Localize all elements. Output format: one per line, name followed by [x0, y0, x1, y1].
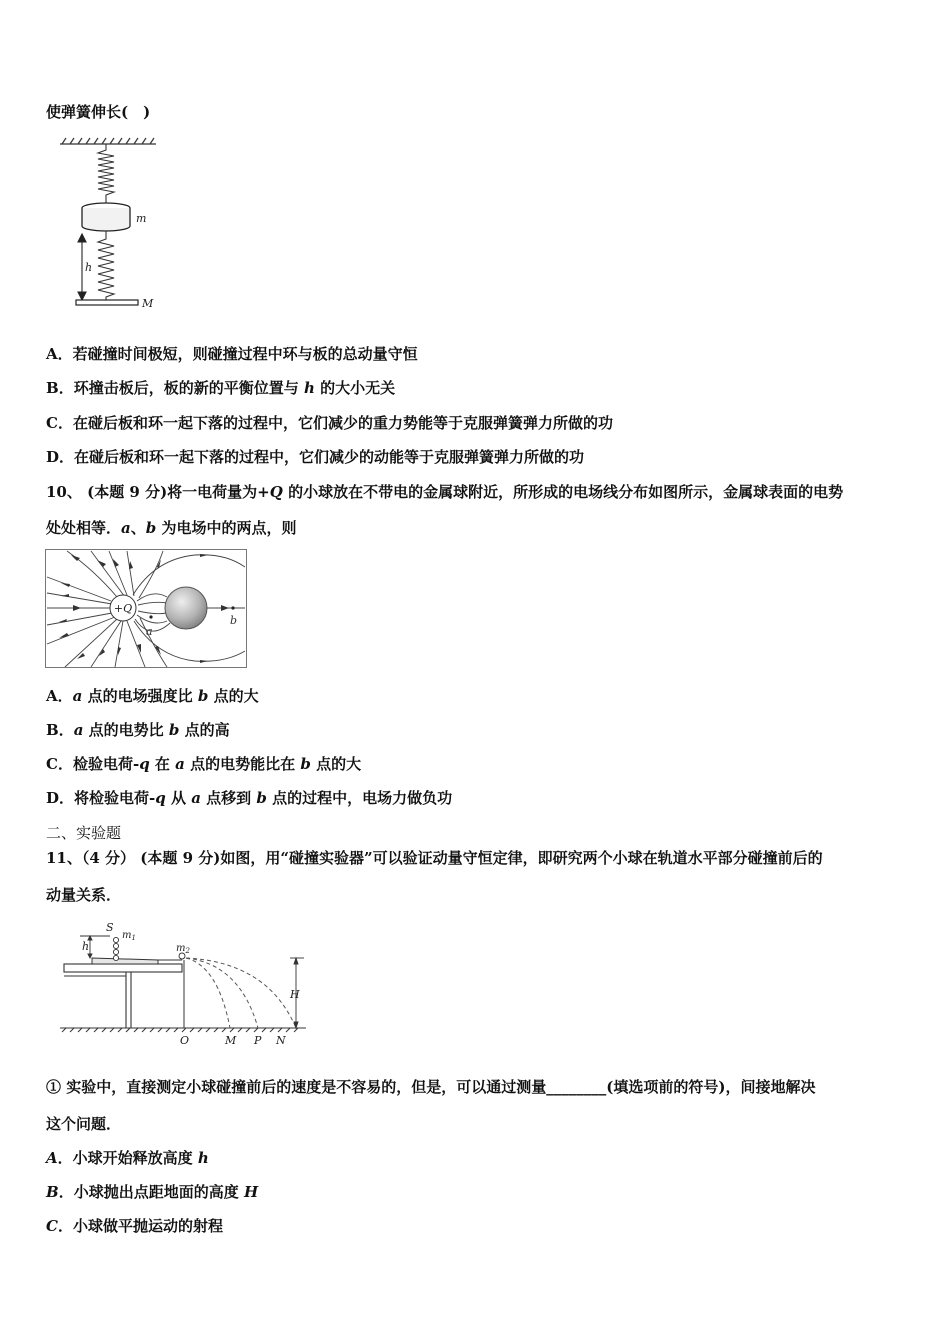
answer-blank[interactable]: ________ [546, 1078, 607, 1096]
upper-spring [98, 144, 114, 204]
metal-sphere [165, 587, 207, 629]
H-label: H [290, 988, 300, 1001]
M-label: M [225, 1034, 237, 1047]
point-a-dot [149, 615, 152, 618]
point-a-label: a [146, 625, 153, 638]
trajectories [186, 958, 296, 1028]
q10-stem-line1: 10、 (本题 9 分)将一电荷量为+Q 的小球放在不带电的金属球附近，所形成的电场线分布如图所示，金属球表面的电势 [46, 483, 844, 501]
spring-ring-plate-figure [52, 136, 172, 318]
collision-experiment-figure [58, 918, 308, 1054]
question-stem-continuation: 使弹簧伸长( ) [46, 103, 151, 121]
q10-option-a[interactable]: A．a 点的电场强度比 b 点的大 [46, 687, 259, 705]
plate-mass-label: M [142, 297, 154, 310]
q11-sub1-line1: ① 实验中，直接测定小球碰撞前后的速度是不容易的，但是，可以通过测量________(填选项前的符号)，间接地解决 [46, 1078, 816, 1096]
q11-option-a[interactable]: A．小球开始释放高度 h [46, 1149, 209, 1167]
q10-option-d[interactable]: D．将检验电荷-q 从 a 点移到 b 点的过程中，电场力做负功 [46, 789, 453, 807]
q11-option-b[interactable]: B．小球抛出点距地面的高度 H [46, 1183, 259, 1201]
point-b-label: b [230, 614, 238, 627]
q9-option-a[interactable]: A．若碰撞时间极短，则碰撞过程中环与板的总动量守恒 [46, 345, 418, 363]
O-label: O [180, 1034, 190, 1047]
m2-label: $m_2$ [176, 943, 190, 955]
section-title: 二、实验题 [46, 824, 122, 842]
q11-stem-line1: 11、（4 分） (本题 9 分)如图，用“碰撞实验器”可以验证动量守恒定律，即研究两个小球在轨道水平部分碰撞前后的 [46, 849, 823, 867]
electric-field-figure [45, 549, 247, 673]
ground [60, 1028, 306, 1032]
ring [82, 203, 130, 231]
q11-sub1-line2: 这个问题． [46, 1115, 122, 1133]
height-label: h [85, 261, 93, 274]
track [92, 958, 182, 964]
ceiling [60, 138, 156, 144]
point-b-dot [231, 606, 234, 609]
q9-option-c[interactable]: C．在碰后板和环一起下落的过程中，它们减少的重力势能等于克服弹簧弹力所做的功 [46, 414, 613, 432]
q10-option-b[interactable]: B．a 点的电势比 b 点的高 [46, 721, 230, 739]
q11-stem-line2: 动量关系． [46, 886, 122, 904]
q11-option-c[interactable]: C．小球做平抛运动的射程 [46, 1217, 223, 1235]
N-label: N [276, 1034, 286, 1047]
q10-stem-line2: 处处相等．a、b 为电场中的两点，则 [46, 519, 297, 537]
P-label: P [254, 1034, 262, 1047]
h-label: h [82, 940, 90, 953]
q9-option-b[interactable]: B．环撞击板后，板的新的平衡位置与 h 的大小无关 [46, 379, 396, 397]
ramp-balls [113, 937, 118, 960]
charge-label: +Q [113, 602, 133, 615]
ring-mass-label: m [136, 212, 147, 225]
lower-spring [98, 231, 114, 300]
q9-option-d[interactable]: D．在碰后板和环一起下落的过程中，它们减少的动能等于克服弹簧弹力所做的功 [46, 448, 585, 466]
S-label: S [106, 921, 114, 934]
m1-label: $m_1$ [122, 930, 136, 942]
plate [76, 300, 138, 305]
q10-option-c[interactable]: C．检验电荷-q 在 a 点的电势能比在 b 点的大 [46, 755, 362, 773]
table [64, 964, 182, 1028]
